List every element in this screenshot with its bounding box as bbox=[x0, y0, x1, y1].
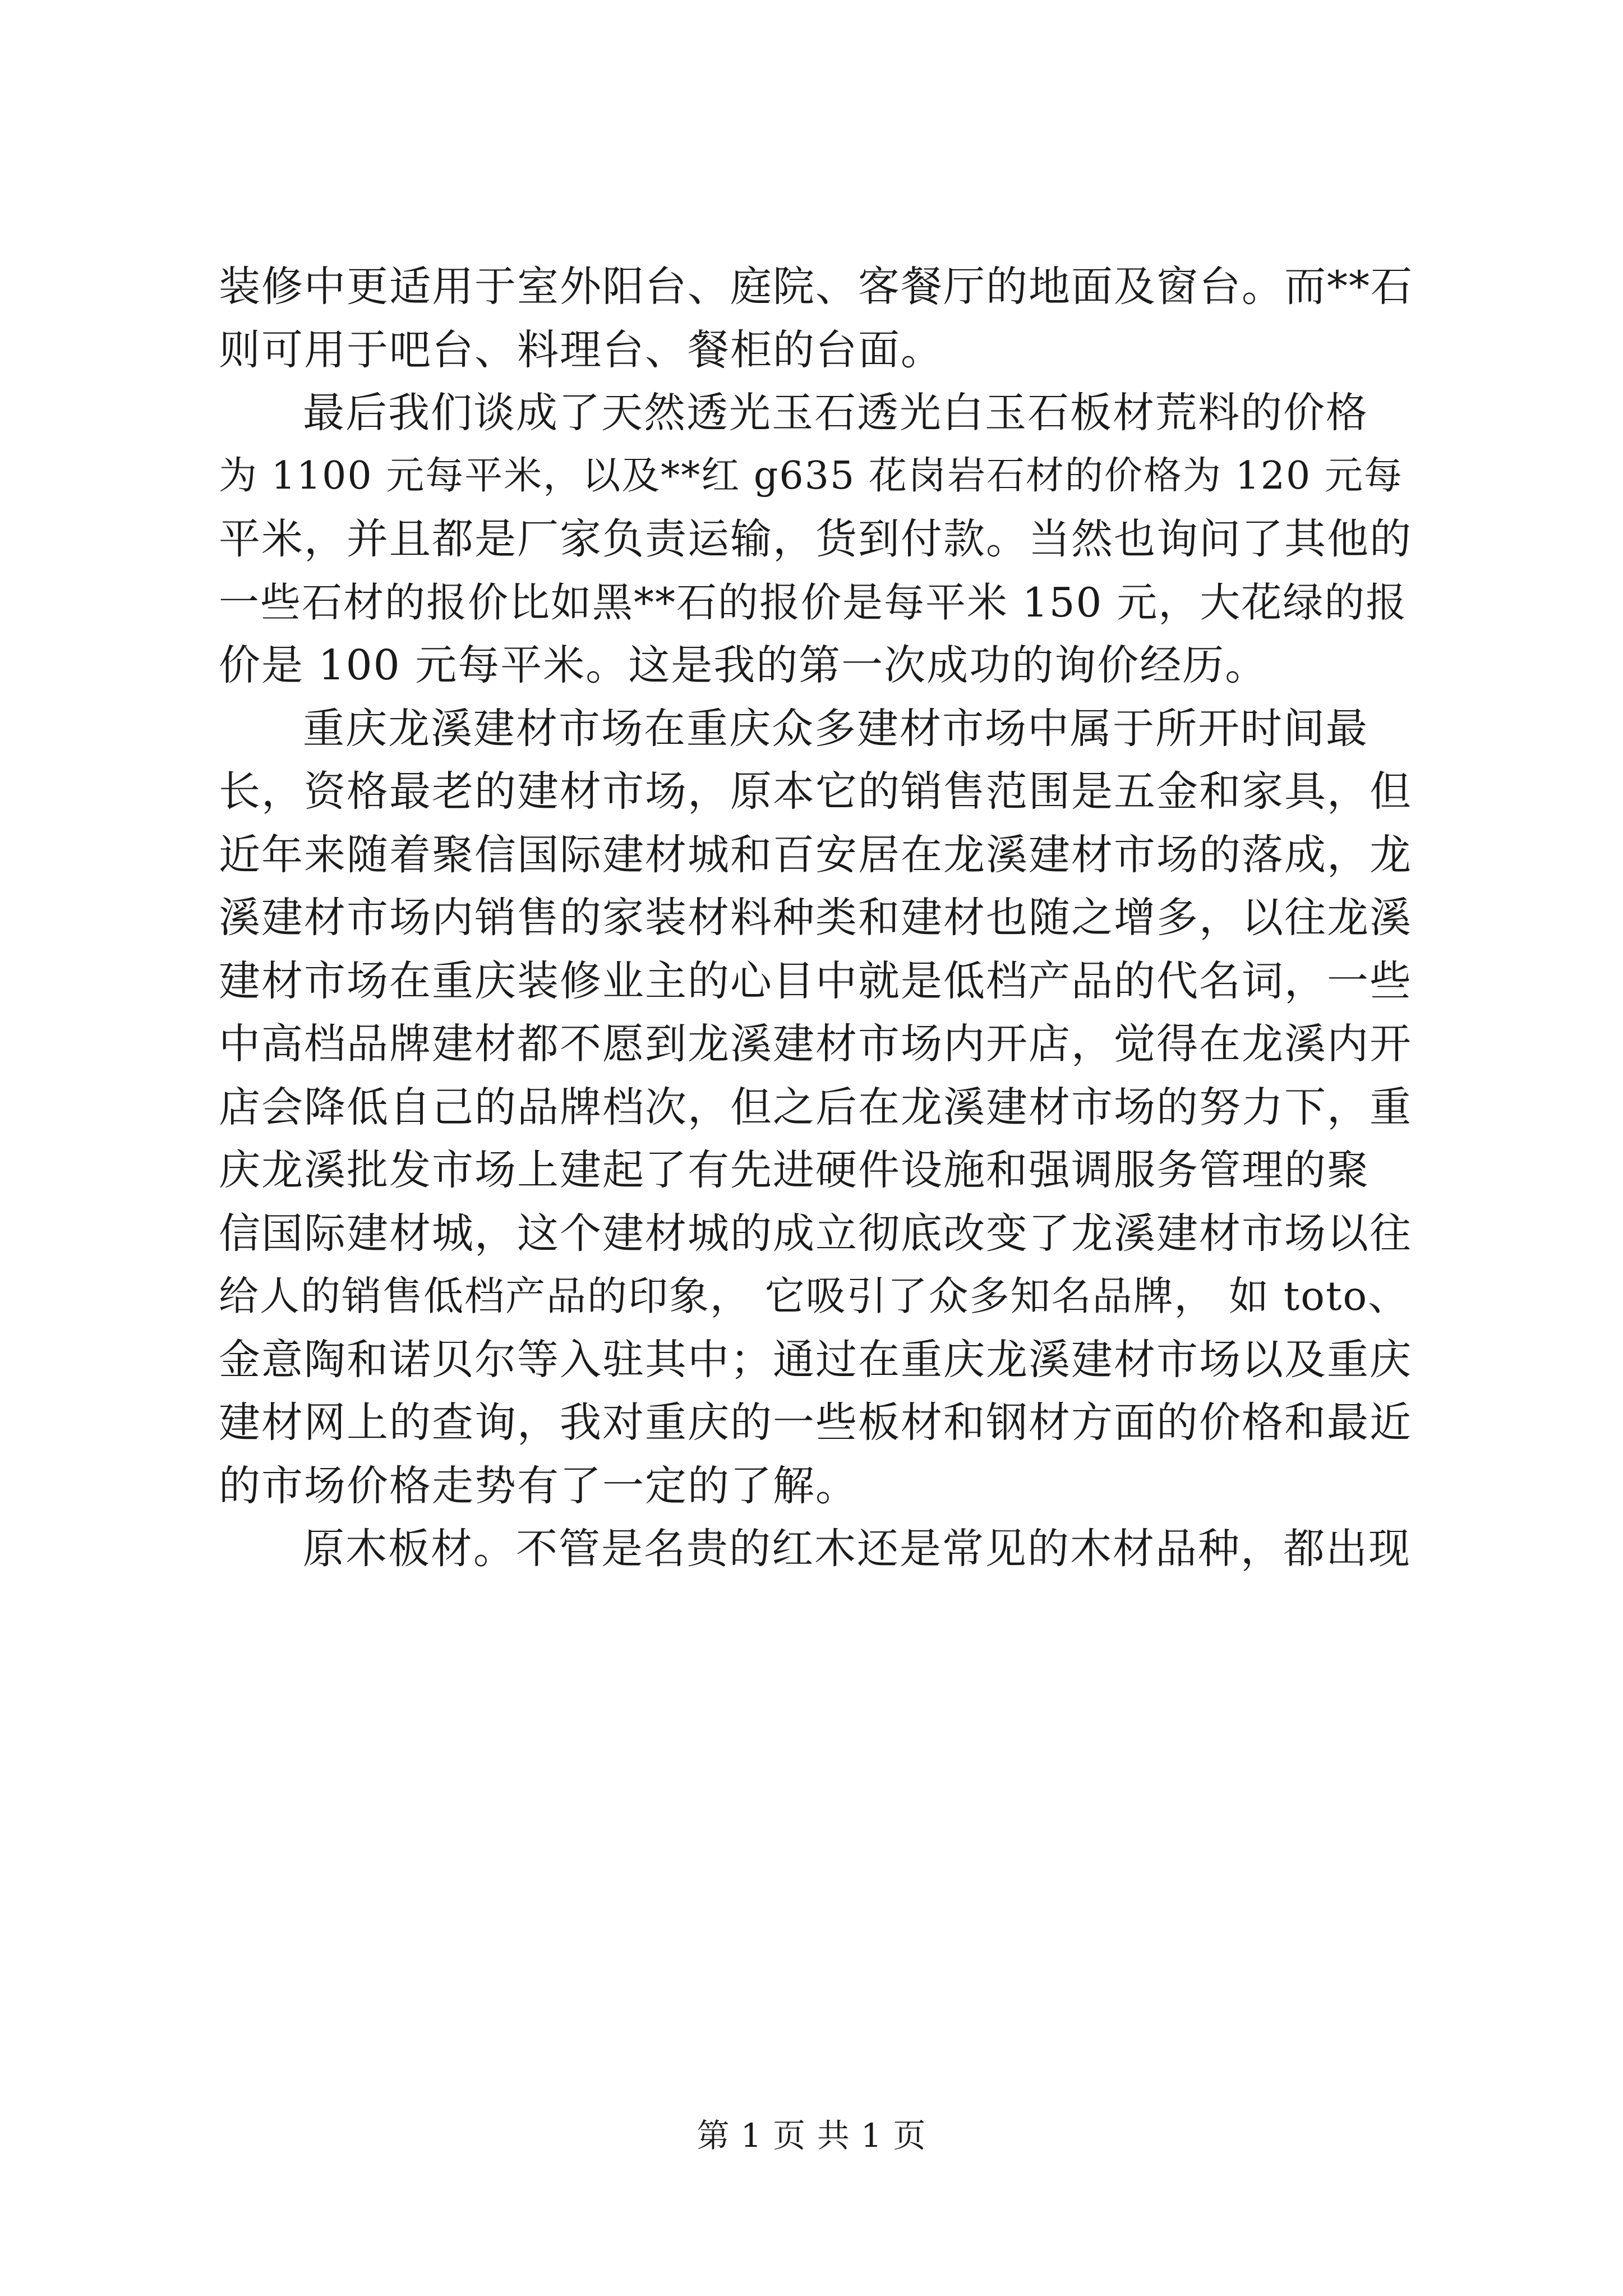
text-line: 建材市场在重庆装修业主的心目中就是低档产品的代名词，一些 bbox=[219, 956, 1412, 1005]
text-line: 近年来随着聚信国际建材城和百安居在龙溪建材市场的落成，龙 bbox=[219, 830, 1412, 879]
text-line: 的市场价格走势有了一定的了解。 bbox=[219, 1461, 858, 1510]
text-line: 一些石材的报价比如黑**石的报价是每平米 150 元，大花绿的报 bbox=[219, 578, 1408, 626]
text-line: 为 1100 元每平米，以及**红 g635 花岗岩石材的价格为 120 元每 bbox=[219, 453, 1403, 498]
text-line: 金意陶和诺贝尔等入驻其中；通过在重庆龙溪建材市场以及重庆 bbox=[219, 1335, 1412, 1384]
text-line: 长，资格最老的建材市场，原本它的销售范围是五金和家具，但 bbox=[219, 767, 1412, 816]
text-line: 给人的销售低档产品的印象， 它吸引了众多知名品牌， 如 toto、 bbox=[219, 1273, 1409, 1319]
text-line: 中高档品牌建材都不愿到龙溪建材市场内开店，觉得在龙溪内开 bbox=[219, 1020, 1412, 1068]
text-line: 原木板材。不管是名贵的红木还是常见的木材品种，都出现 bbox=[303, 1525, 1411, 1573]
text-line: 平米，并且都是厂家负责运输，货到付款。当然也询问了其他的 bbox=[219, 515, 1412, 563]
text-line: 价是 100 元每平米。这是我的第一次成功的询价经历。 bbox=[219, 641, 1268, 689]
text-line: 则可用于吧台、料理台、餐柜的台面。 bbox=[219, 325, 943, 374]
text-line: 重庆龙溪建材市场在重庆众多建材市场中属于所开时间最 bbox=[303, 704, 1368, 753]
text-line: 庆龙溪批发市场上建起了有先进硬件设施和强调服务管理的聚 bbox=[219, 1146, 1370, 1194]
text-line: 装修中更适用于室外阳台、庭院、客餐厅的地面及窗台。而**石 bbox=[219, 263, 1413, 311]
body-text bbox=[219, 255, 1413, 1581]
text-line: 最后我们谈成了天然透光玉石透光白玉石板材荒料的价格 bbox=[303, 389, 1368, 437]
text-line: 溪建材市场内销售的家装材料种类和建材也随之增多，以往龙溪 bbox=[219, 894, 1412, 942]
page-footer: 第 1 页 共 1 页 bbox=[697, 2116, 926, 2155]
text-line: 建材网上的查询，我对重庆的一些板材和钢材方面的价格和最近 bbox=[219, 1398, 1412, 1447]
text-line: 信国际建材城，这个建材城的成立彻底改变了龙溪建材市场以往 bbox=[219, 1209, 1412, 1258]
text-line: 店会降低自己的品牌档次，但之后在龙溪建材市场的努力下，重 bbox=[219, 1083, 1412, 1131]
